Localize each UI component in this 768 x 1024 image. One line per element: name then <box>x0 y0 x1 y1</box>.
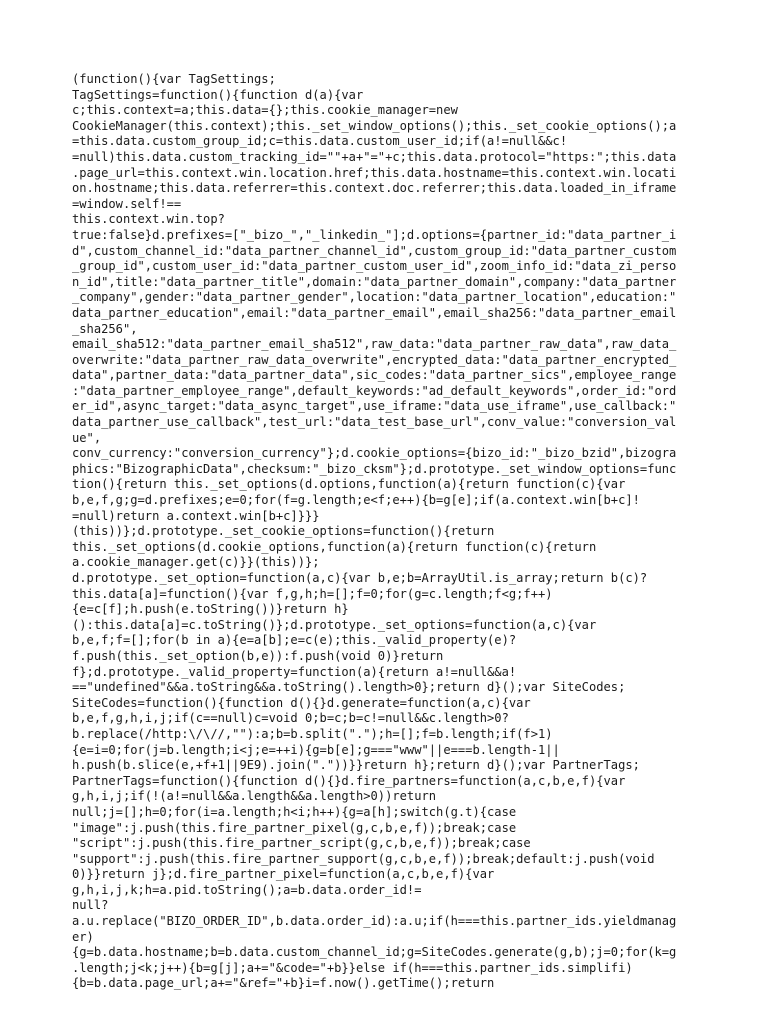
code-line: tion(){return this._set_options(d.options,function(a){return function(c){var <box>72 477 626 492</box>
code-line: a.cookie_manager.get(c)}}(this))}; <box>72 555 320 570</box>
code-line: .page_url=this.context.win.location.href;this.data.hostname=this.context.win.locati <box>72 165 677 180</box>
code-line: 0)}}return j};d.fire_partner_pixel=function(a,c,b,e,f){var <box>72 867 495 882</box>
code-line: ():this.data[a]=c.toString()};d.prototype._set_options=function(a,c){var <box>72 617 597 632</box>
code-line: {e=c[f];h.push(e.toString())}return h} <box>72 602 349 617</box>
code-line: CookieManager(this.context);this._set_window_options();this._set_cookie_options();a <box>72 118 677 133</box>
code-line: conv_currency:"conversion_currency"};d.cookie_options={bizo_id:"_bizo_bzid",bizogra <box>72 446 677 461</box>
code-line: .length;j<k;j++){b=g[j];a+="&code="+b}}else if(h===this.partner_ids.simplifi) <box>72 960 633 975</box>
code-line: null;j=[];h=0;for(i=a.length;h<i;h++){g=a[h];switch(g.t){case <box>72 804 517 819</box>
code-line: _sha256", <box>72 321 138 336</box>
code-line: "support":j.push(this.fire_partner_support(g,c,b,e,f));break;default:j.push(void <box>72 851 655 866</box>
code-line: data_partner_education",email:"data_partner_email",email_sha256:"data_partner_email <box>72 305 677 320</box>
code-line: c;this.context=a;this.data={};this.cookie_manager=new <box>72 103 458 118</box>
code-line: er) <box>72 929 94 944</box>
code-line: d",custom_channel_id:"data_partner_channel_id",custom_group_id:"data_partner_custom <box>72 243 677 258</box>
code-line: "image":j.push(this.fire_partner_pixel(g,c,b,e,f));break;case <box>72 820 517 835</box>
code-line: :"data_partner_employee_range",default_keywords:"ad_default_keywords",order_id:"ord <box>72 383 677 398</box>
code-line: h.push(b.slice(e,+f+1||9E9).join("."))}}return h};return d}();var PartnerTags; <box>72 758 640 773</box>
code-line: {e=i=0;for(j=b.length;i<j;e=++i){g=b[e];g==="www"||e===b.length-1|| <box>72 742 560 757</box>
code-line: =this.data.custom_group_id;c=this.data.custom_user_id;if(a!=null&&c! <box>72 134 568 149</box>
code-line: null? <box>72 898 109 913</box>
code-line: ue", <box>72 430 102 445</box>
code-line: =window.self!== <box>72 196 182 211</box>
code-line: data",partner_data:"data_partner_data",sic_codes:"data_partner_sics",employee_range <box>72 368 677 383</box>
code-line: SiteCodes=function(){function d(){}d.generate=function(a,c){var <box>72 695 531 710</box>
code-line: this.data[a]=function(){var f,g,h;h=[];f=0;for(g=c.length;f<g;f++) <box>72 586 553 601</box>
code-line: true:false}d.prefixes=["_bizo_","_linkedin_"];d.options={partner_id:"data_partner_i <box>72 227 677 242</box>
code-line: b,e,f;f=[];for(b in a){e=a[b];e=c(e);this._valid_property(e)? <box>72 633 517 648</box>
code-line: =null)return a.context.win[b+c]}}} <box>72 508 320 523</box>
code-line: b,e,f,g,h,i,j;if(c==null)c=void 0;b=c;b=c!=null&&c.length>0? <box>72 711 509 726</box>
code-line: (this))};d.prototype._set_cookie_options=function(){return <box>72 524 495 539</box>
code-line: this._set_options(d.cookie_options,function(a){return function(c){return <box>72 539 597 554</box>
code-line: b.replace(/http:\/\//,""):a;b=b.split(".");h=[];f=b.length;if(f>1) <box>72 726 553 741</box>
code-line: b,e,f,g;g=d.prefixes;e=0;for(f=g.length;e<f;e++){b=g[e];if(a.context.win[b+c]! <box>72 493 640 508</box>
code-line: TagSettings=function(){function d(a){var <box>72 87 364 102</box>
code-line: (function(){var TagSettings; <box>72 72 276 86</box>
code-line: email_sha512:"data_partner_email_sha512",raw_data:"data_partner_raw_data",raw_data_ <box>72 337 677 352</box>
code-line: phics:"BizographicData",checksum:"_bizo_cksm"};d.prototype._set_window_options=func <box>72 461 677 476</box>
code-line: g,h,i,j,k;h=a.pid.toString();a=b.data.order_id!= <box>72 882 422 897</box>
code-line: =="undefined"&&a.toString&&a.toString().length>0};return d}();var SiteCodes; <box>72 680 626 695</box>
code-document <box>72 72 700 992</box>
code-line: on.hostname;this.data.referrer=this.context.doc.referrer;this.data.loaded_in_iframe <box>72 181 677 196</box>
code-line: data_partner_use_callback",test_url:"data_test_base_url",conv_value:"conversion_val <box>72 415 677 430</box>
code-line: _company",gender:"data_partner_gender",location:"data_partner_location",education:" <box>72 290 677 305</box>
code-line: "script":j.push(this.fire_partner_script(g,c,b,e,f));break;case <box>72 836 531 851</box>
code-line: this.context.win.top? <box>72 212 225 227</box>
code-line: a.u.replace("BIZO_ORDER_ID",b.data.order_id):a.u;if(h===this.partner_ids.yieldmanag <box>72 914 677 929</box>
code-line: {g=b.data.hostname;b=b.data.custom_channel_id;g=SiteCodes.generate(g,b);j=0;for(k=g <box>72 945 677 960</box>
code-line: n_id",title:"data_partner_title",domain:"data_partner_domain",company:"data_partner <box>72 274 677 289</box>
code-line: d.prototype._set_option=function(a,c){var b,e;b=ArrayUtil.is_array;return b(c)? <box>72 571 648 585</box>
code-line: =null)this.data.custom_tracking_id=""+a+"="+c;this.data.protocol="https:";this.data <box>72 149 677 164</box>
code-line: _group_id",custom_user_id:"data_partner_custom_user_id",zoom_info_id:"data_zi_perso <box>72 259 677 274</box>
code-line: {b=b.data.page_url;a+="&ref="+b}i=f.now().getTime();return <box>72 976 495 991</box>
code-line: er_id",async_target:"data_async_target",use_iframe:"data_use_iframe",use_callback:" <box>72 399 677 414</box>
code-line: f};d.prototype._valid_property=function(a){return a!=null&&a! <box>72 664 517 679</box>
code-line: overwrite:"data_partner_raw_data_overwrite",encrypted_data:"data_partner_encrypted_ <box>72 352 677 367</box>
code-line: g,h,i,j;if(!(a!=null&&a.length&&a.length>0))return <box>72 789 437 804</box>
code-line: PartnerTags=function(){function d(){}d.fire_partners=function(a,c,b,e,f){var <box>72 773 626 788</box>
code-line: f.push(this._set_option(b,e)):f.push(void 0)}return <box>72 648 444 663</box>
